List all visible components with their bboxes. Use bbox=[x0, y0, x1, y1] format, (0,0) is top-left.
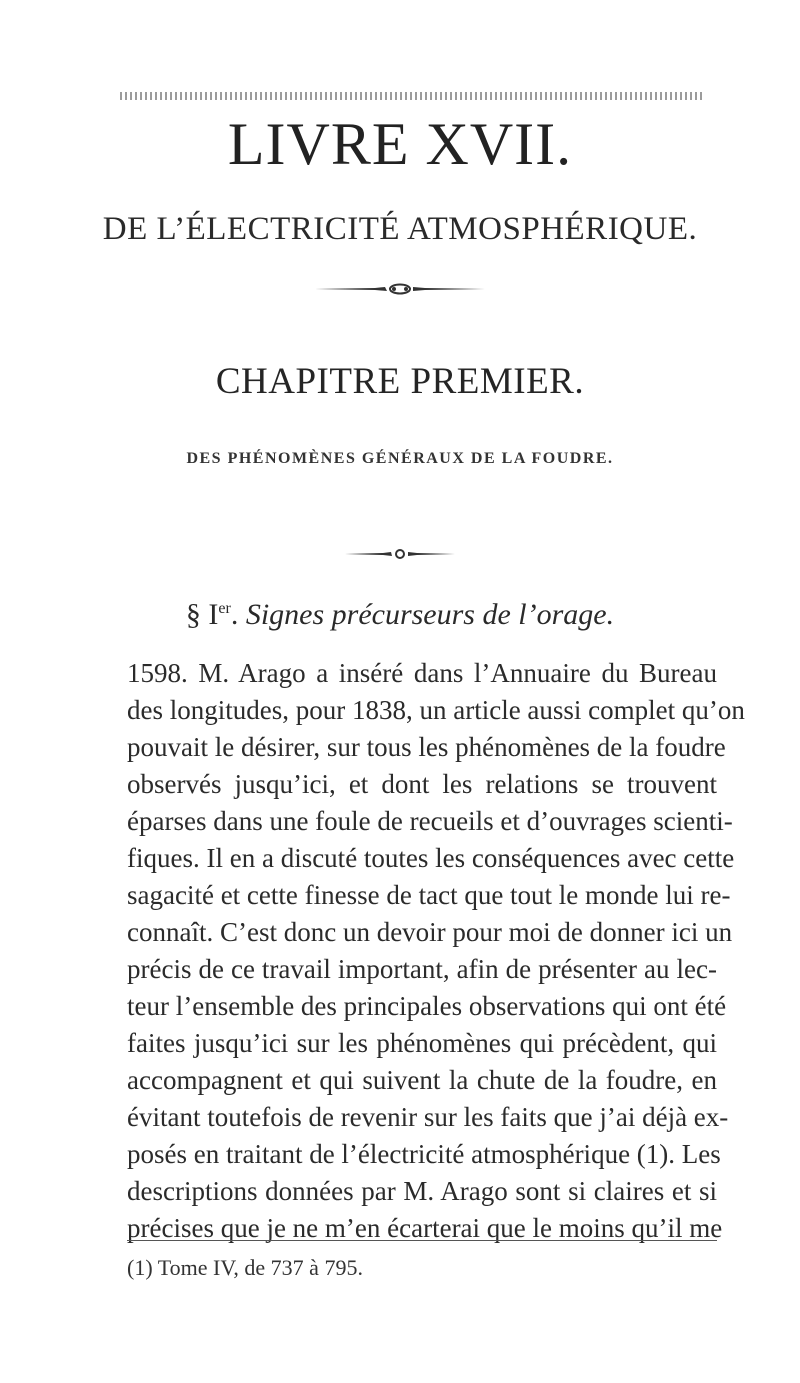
paragraph-line: évitant toutefois de revenir sur les faits que j’ai déjà ex- bbox=[127, 1102, 729, 1132]
paragraph-line: posés en traitant de l’électricité atmosphérique (1). Les bbox=[127, 1139, 721, 1169]
section-number-superscript: er bbox=[218, 600, 231, 617]
chapter-title: CHAPITRE PREMIER. bbox=[215, 361, 585, 402]
section-heading: § Ier. Signes précurseurs de l’orage. bbox=[185, 598, 615, 631]
book-subtitle: DE L’ÉLECTRICITÉ ATMOSPHÉRIQUE. bbox=[102, 211, 698, 247]
chapter-subtitle: DES PHÉNOMÈNES GÉNÉRAUX DE LA FOUDRE. bbox=[186, 450, 614, 467]
ornament-divider-bottom bbox=[0, 545, 800, 559]
ornament-rule-icon bbox=[315, 283, 485, 295]
paragraph-line: éparses dans une foule de recueils et d’ouvrages scienti- bbox=[127, 806, 733, 836]
section-number: § I bbox=[185, 598, 219, 631]
paragraph-line: fiques. Il en a discuté toutes les conséquences avec cette bbox=[127, 843, 735, 873]
paragraph-line: connaît. C’est donc un devoir pour moi de donner ici un bbox=[127, 917, 733, 947]
paragraph-line: teur l’ensemble des principales observations qui ont été bbox=[127, 991, 727, 1021]
paragraph-line: des longitudes, pour 1838, un article aussi complet qu’on bbox=[127, 695, 745, 725]
ornament-divider-top bbox=[0, 280, 800, 294]
paragraph-1598 bbox=[127, 655, 745, 1247]
paragraph-line: faites jusqu’ici sur les phénomènes qui précèdent, qui bbox=[127, 1028, 717, 1058]
paragraph-line: précis de ce travail important, afin de présenter au lec- bbox=[127, 954, 717, 984]
footnote-rule bbox=[127, 1240, 717, 1241]
book-title: LIVRE XVII. bbox=[227, 111, 573, 177]
paragraph-line: pouvait le désirer, sur tous les phénomènes de la foudre bbox=[127, 732, 726, 762]
footnote: (1) Tome IV, de 737 à 795. bbox=[127, 1255, 363, 1280]
paragraph-line: précises que je ne m’en écarterai que le moins qu’il me bbox=[127, 1213, 723, 1243]
top-dotted-rule bbox=[120, 92, 705, 100]
ornament-small-rule-icon bbox=[345, 548, 455, 560]
paragraph-line: observés jusqu’ici, et dont les relations se trouvent bbox=[127, 769, 717, 799]
paragraph-line: descriptions données par M. Arago sont si claires et si bbox=[127, 1176, 717, 1206]
paragraph-line: accompagnent et qui suivent la chute de la foudre, en bbox=[127, 1065, 717, 1095]
section-title: Signes précurseurs de l’orage. bbox=[245, 598, 615, 631]
paragraph-line: 1598. M. Arago a inséré dans l’Annuaire du Bureau bbox=[127, 658, 717, 688]
paragraph-line: sagacité et cette finesse de tact que tout le monde lui re- bbox=[127, 880, 731, 910]
